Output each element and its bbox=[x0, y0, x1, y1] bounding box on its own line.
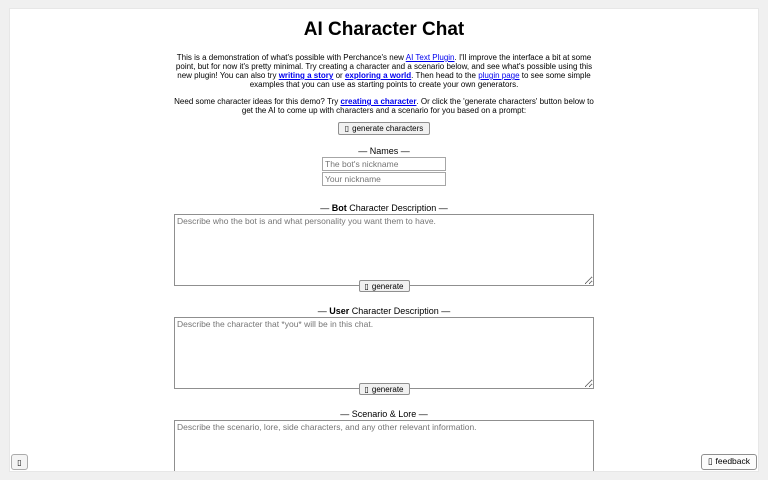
user-generate-label: generate bbox=[371, 385, 404, 394]
intro-text: . Or click the 'generate characters' button below to get the AI to come up with characters and a scenario for you based on a prompt: bbox=[241, 97, 594, 115]
bot-generate-button[interactable] bbox=[359, 280, 410, 292]
intro-text: . Then head to the bbox=[411, 71, 479, 80]
creating-a-character-link[interactable]: creating a character bbox=[340, 97, 417, 106]
heading-bold-word: User bbox=[329, 306, 350, 316]
heading-dash: — bbox=[317, 306, 330, 316]
feedback-label: feedback bbox=[715, 456, 750, 466]
plugin-page-link[interactable]: plugin page bbox=[478, 71, 520, 80]
bot-generate-label: generate bbox=[371, 282, 404, 291]
scenario-section-heading: — Scenario & Lore — bbox=[340, 409, 428, 419]
page-title: AI Character Chat bbox=[303, 19, 465, 40]
footer-emoji-icon: ▯ bbox=[17, 457, 22, 467]
generate-characters-button[interactable] bbox=[338, 122, 431, 135]
generate-characters-label: generate characters bbox=[352, 124, 424, 133]
intro-text: or bbox=[333, 71, 345, 80]
user-description-heading bbox=[10, 306, 758, 316]
intro-text: . I'll improve the interface a bit at some point, but for now it's pretty minimal. Try creating a character and a scenario below, and see what's possible using this new plugin! You can also try bbox=[175, 53, 593, 80]
page-canvas bbox=[9, 8, 759, 472]
bot-nickname-input[interactable] bbox=[322, 157, 446, 171]
user-generate-button[interactable] bbox=[359, 383, 410, 395]
exploring-a-world-link[interactable]: exploring a world bbox=[344, 71, 412, 80]
dice-icon: ▯ bbox=[364, 282, 369, 291]
speech-balloon-icon: ▯ bbox=[707, 457, 713, 467]
ai-text-plugin-link[interactable]: AI Text Plugin bbox=[405, 53, 455, 62]
footer-emoji-button[interactable] bbox=[11, 454, 28, 470]
user-description-textarea[interactable] bbox=[174, 317, 594, 389]
dice-icon: ▯ bbox=[364, 385, 369, 394]
intro-text: Need some character ideas for this demo? Try bbox=[174, 97, 341, 106]
scenario-lore-textarea[interactable] bbox=[174, 420, 594, 472]
heading-dash: — bbox=[320, 203, 332, 213]
intro-paragraph-2 bbox=[172, 97, 596, 115]
intro-text: This is a demonstration of what's possible with Perchance's new bbox=[176, 53, 406, 62]
heading-bold-word: Bot bbox=[331, 203, 347, 213]
intro-paragraph-1 bbox=[172, 53, 596, 89]
intro-text: to see some simple examples that you can use as starting points to create your own generators. bbox=[249, 71, 591, 89]
dice-icon: ▯ bbox=[344, 124, 350, 133]
names-section-heading: — Names — bbox=[358, 146, 410, 156]
heading-rest: Character Description — bbox=[346, 203, 448, 213]
user-nickname-input[interactable] bbox=[322, 172, 446, 186]
bot-description-heading bbox=[10, 203, 758, 213]
bot-description-textarea[interactable] bbox=[174, 214, 594, 286]
heading-rest: Character Description — bbox=[349, 306, 451, 316]
feedback-button[interactable] bbox=[701, 454, 757, 470]
writing-a-story-link[interactable]: writing a story bbox=[278, 71, 334, 80]
